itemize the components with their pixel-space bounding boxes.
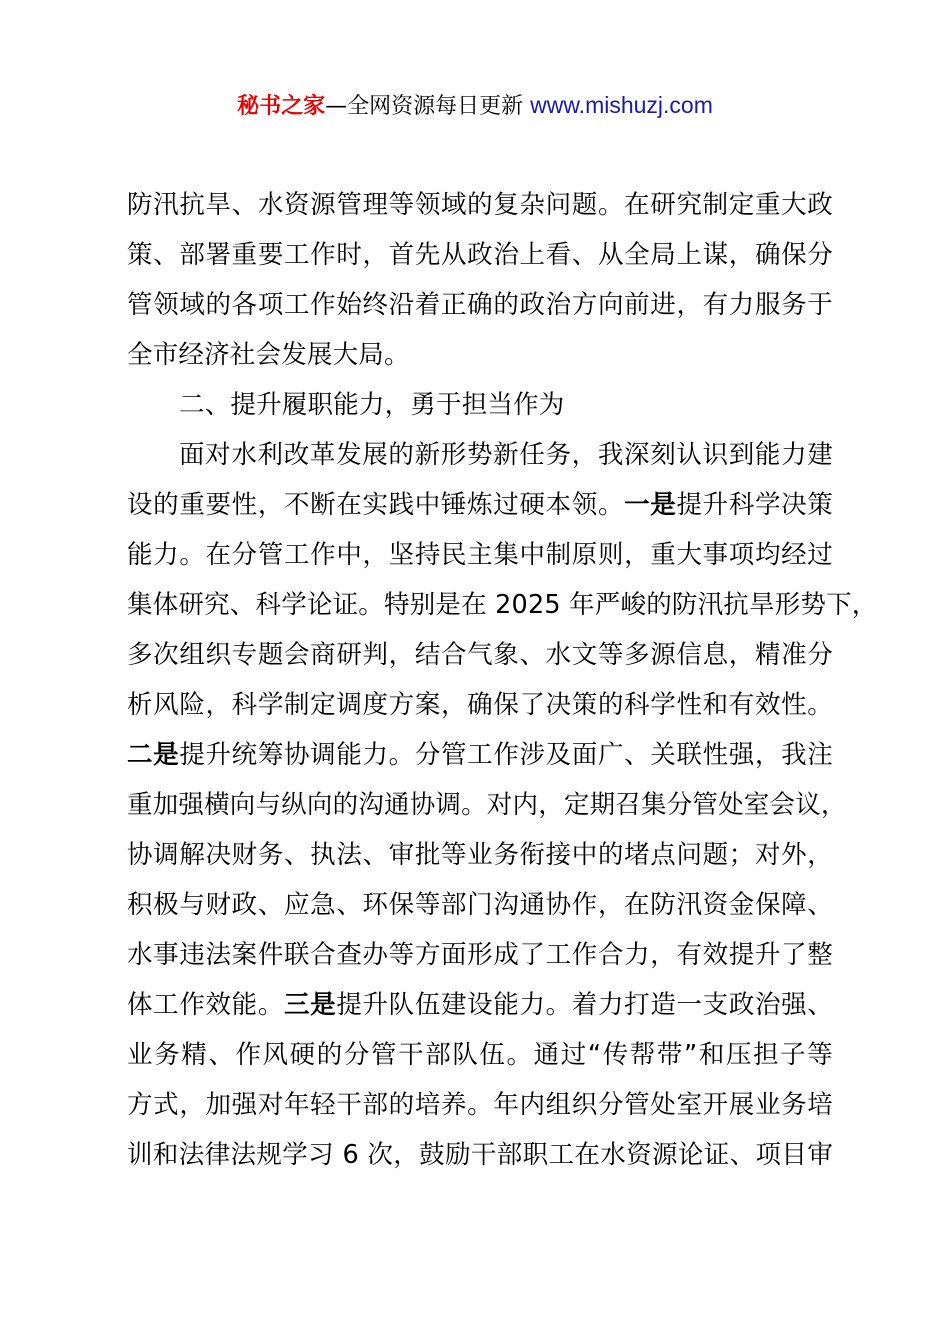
line-text: 设的重要性，不断在实践中锤炼过硬本领。 (127, 490, 625, 520)
paragraph-line (127, 980, 833, 1030)
paragraph-line: 防汛抗旱、水资源管理等领域的复杂问题。在研究制定重大政 (127, 190, 833, 220)
line-text: 提升队伍建设能力。着力打造一支政治强、 (336, 990, 834, 1020)
paragraph-line: 协调解决财务、执法、审批等业务衔接中的堵点问题；对外， (127, 840, 833, 870)
site-header (0, 88, 950, 124)
bold-marker: 二是 (127, 740, 180, 770)
line-text: 提升统筹协调能力。分管工作涉及面广、关联性强，我注 (179, 740, 833, 770)
header-tagline: —全网资源每日更新 (325, 94, 531, 119)
paragraph-line: 面对水利改革发展的新形势新任务，我深刻认识到能力建 (179, 440, 833, 470)
paragraph-line: 管领域的各项工作始终沿着正确的政治方向前进，有力服务于 (127, 290, 833, 320)
bold-marker: 三是 (284, 990, 337, 1020)
paragraph-line: 积极与财政、应急、环保等部门沟通协作，在防汛资金保障、 (127, 890, 833, 920)
paragraph-line: 多次组织专题会商研判，结合气象、水文等多源信息，精准分 (127, 640, 833, 670)
paragraph-line: 方式，加强对年轻干部的培养。年内组织分管处室开展业务培 (127, 1090, 833, 1120)
paragraph-line (127, 730, 833, 780)
paragraph-line: 全市经济社会发展大局。 (127, 340, 410, 370)
paragraph-line: 能力。在分管工作中，坚持民主集中制原则，重大事项均经过 (127, 540, 833, 570)
paragraph-line: 业务精、作风硬的分管干部队伍。通过“传帮带”和压担子等 (127, 1040, 833, 1070)
bold-marker: 一是 (624, 490, 677, 520)
paragraph-line: 重加强横向与纵向的沟通协调。对内，定期召集分管处室会议， (127, 790, 847, 820)
line-text: 体工作效能。 (127, 990, 284, 1020)
document-body (127, 180, 878, 1180)
section-heading: 二、提升履职能力，勇于担当作为 (179, 390, 565, 420)
paragraph-line: 水事违法案件联合查办等方面形成了工作合力，有效提升了整 (127, 940, 833, 970)
paragraph-line: 析风险，科学制定调度方案，确保了决策的科学性和有效性。 (127, 690, 833, 720)
paragraph-line: 集体研究、科学论证。特别是在 2025 年严峻的防汛抗旱形势下， (127, 590, 878, 620)
site-url-link[interactable]: www.mishuzj.com (530, 92, 713, 118)
brand-name: 秘书之家 (237, 94, 326, 119)
paragraph-line (127, 480, 833, 530)
line-text: 提升科学决策 (676, 490, 834, 520)
paragraph-line: 策、部署重要工作时，首先从政治上看、从全局上谋，确保分 (127, 240, 833, 270)
paragraph-line: 训和法律法规学习 6 次，鼓励干部职工在水资源论证、项目审 (127, 1140, 833, 1170)
